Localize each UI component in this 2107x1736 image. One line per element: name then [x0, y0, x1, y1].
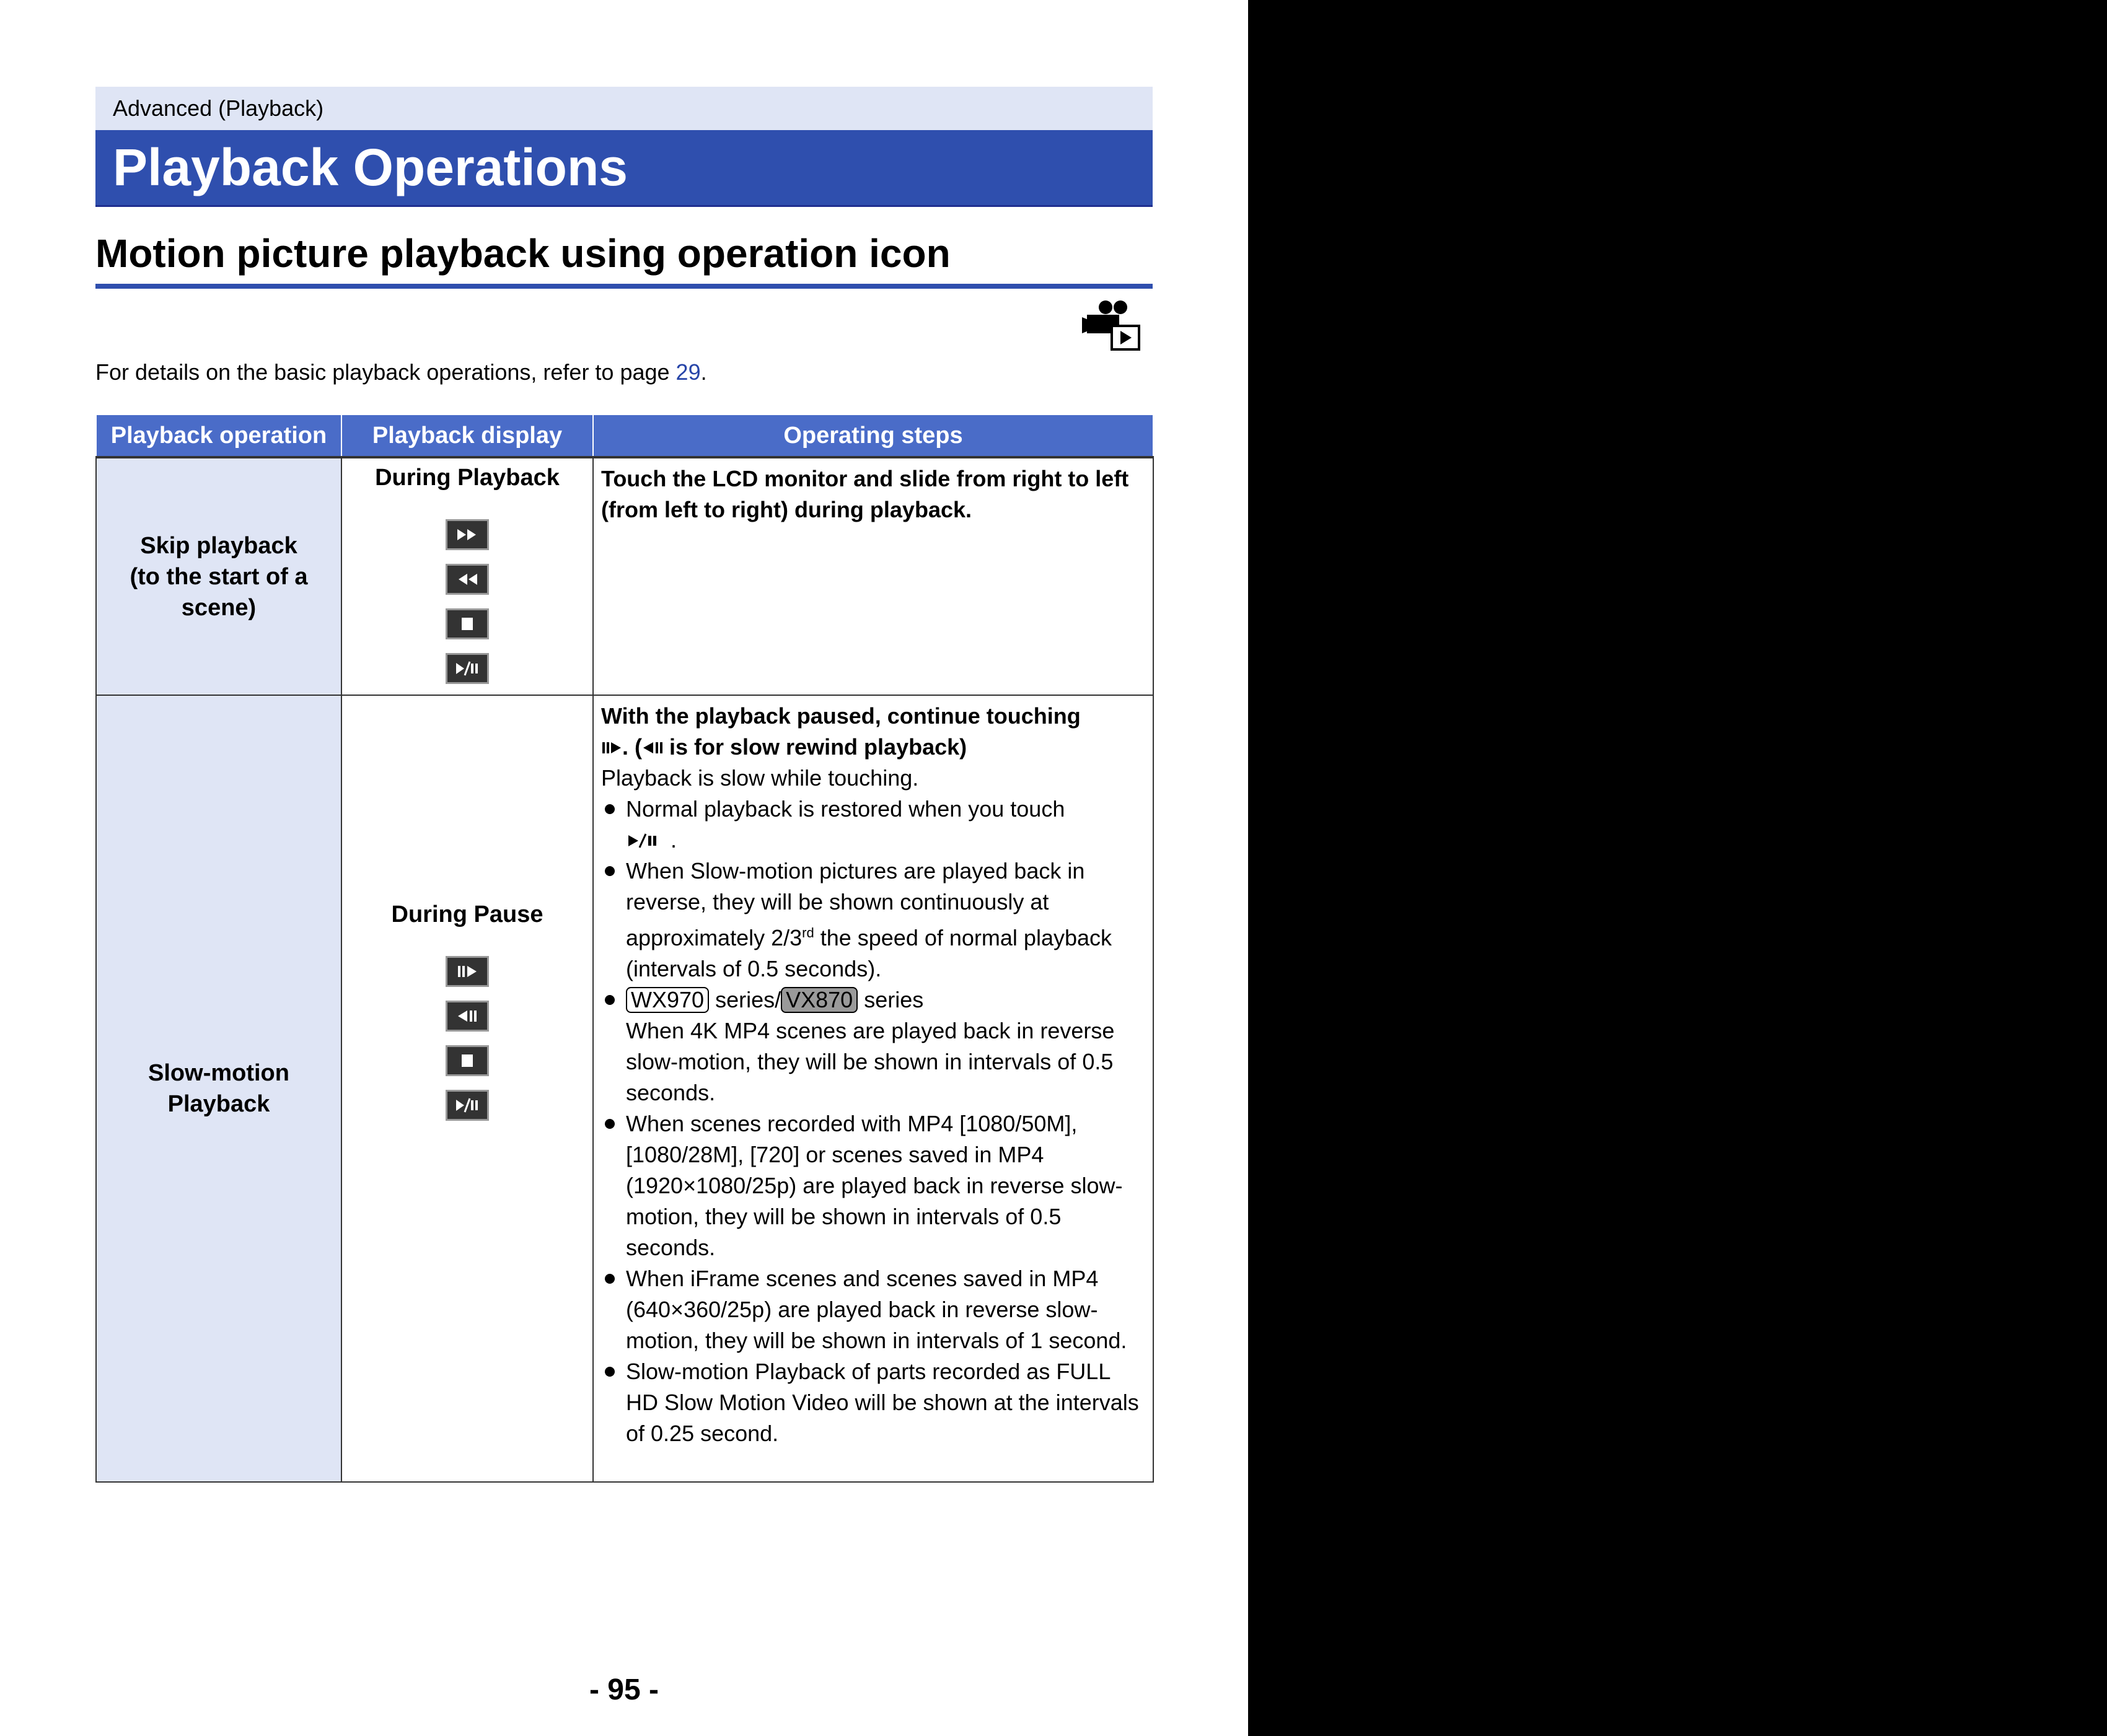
slow-forward-icon [446, 956, 489, 987]
play-pause-icon [446, 653, 489, 684]
steps-note: Playback is slow while touching. [601, 765, 919, 791]
steps-bullet-list [601, 794, 1145, 1449]
display-cell [341, 457, 593, 695]
slow-forward-icon [601, 739, 622, 757]
header-playback-display: Playback display [341, 414, 593, 457]
play-pause-icon [446, 1090, 489, 1121]
list-item: When iFrame scenes and scenes saved in MP4 (640×360/25p) are played back in reverse slow-motion, they will be shown in intervals of 1 second. [601, 1263, 1145, 1356]
display-label: During Pause [391, 901, 543, 927]
slow-rewind-icon [642, 739, 663, 757]
intro-text: For details on the basic playback operations, refer to page 29. [95, 359, 707, 385]
display-cell [341, 695, 593, 1482]
list-item: When Slow-motion pictures are played back in reverse, they will be shown continuously at approximately 2/3rd the speed of normal playback (intervals of 0.5 seconds). [601, 856, 1145, 984]
list-item: Normal playback is restored when you touch . [601, 794, 1145, 856]
motion-picture-playback-icon [1082, 299, 1141, 353]
fast-forward-icon [446, 519, 489, 550]
list-item: Slow-motion Playback of parts recorded as FULL HD Slow Motion Video will be shown at the intervals of 0.25 second. [601, 1356, 1145, 1449]
section-label: Advanced (Playback) [95, 87, 1153, 130]
slow-rewind-icon [446, 1001, 489, 1032]
page-number: - 95 - [589, 1673, 659, 1706]
stop-icon [446, 1045, 489, 1076]
stop-icon [446, 608, 489, 639]
operations-table [95, 414, 1154, 1483]
steps-cell: Touch the LCD monitor and slide from right to left (from left to right) during playback. [593, 457, 1153, 695]
steps-cell [593, 695, 1153, 1482]
table-row [96, 457, 1153, 695]
play-pause-icon [626, 831, 671, 850]
display-label: During Playback [375, 465, 560, 491]
model-tag-wx970: WX970 [626, 987, 709, 1013]
page-title: Playback Operations [95, 130, 1153, 207]
page-link[interactable]: 29 [675, 359, 701, 385]
table-row [96, 695, 1153, 1482]
operation-cell: Skip playback (to the start of a scene) [96, 457, 341, 695]
section-heading: Motion picture playback using operation icon [95, 226, 1153, 289]
steps-instruction: With the playback paused, continue touching . ( is for slow rewind playback) [601, 703, 1081, 760]
list-item: WX970 series/ VX870 series When 4K MP4 scenes are played back in reverse slow-motion, they will be shown in intervals of 0.5 seconds. [601, 984, 1145, 1108]
header-playback-operation: Playback operation [96, 414, 341, 457]
header-operating-steps: Operating steps [593, 414, 1153, 457]
table-header-row [96, 414, 1153, 457]
list-item: When scenes recorded with MP4 [1080/50M], [1080/28M], [720] or scenes saved in MP4 (1920×1080/25p) are played back in reverse slow-motion, they will be shown in intervals of 0.5 seconds. [601, 1108, 1145, 1263]
rewind-icon [446, 564, 489, 595]
operation-cell: Slow-motion Playback [96, 695, 341, 1482]
model-tag-vx870: VX870 [781, 987, 858, 1013]
